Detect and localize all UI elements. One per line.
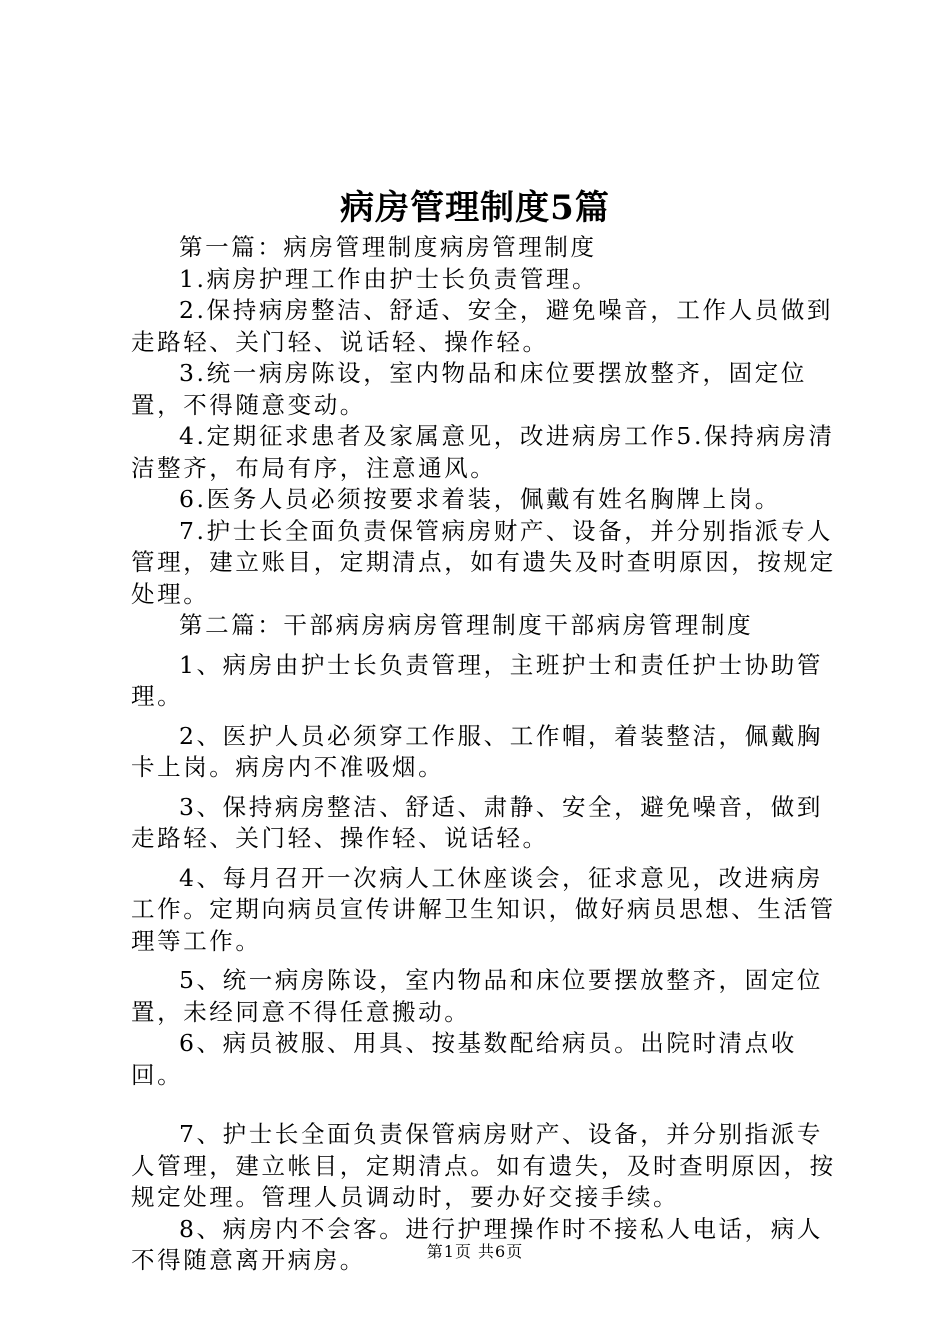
paragraph: 4、每月召开一次病人工休座谈会，征求意见，改进病房工作。定期向病员宣传讲解卫生知识，做好病员思想、生活管理等工作。 — [131, 863, 836, 955]
paragraph: 3.统一病房陈设，室内物品和床位要摆放整齐，固定位置，不得随意变动。 — [131, 359, 807, 419]
document-body — [131, 232, 846, 1277]
paragraph: 3、保持病房整洁、舒适、肃静、安全，避免噪音，做到走路轻、关门轻、操作轻、说话轻。 — [131, 792, 823, 852]
paragraph: 5、统一病房陈设，室内物品和床位要摆放整齐，固定位置，未经同意不得任意搬动。 — [131, 966, 823, 1026]
paragraph: 6.医务人员必须按要求着装，佩戴有姓名胸牌上岗。 — [179, 485, 781, 513]
paragraph: 6、病员被服、用具、按基数配给病员。出院时清点收回。 — [131, 1029, 797, 1089]
paragraph: 4.定期征求患者及家属意见，改进病房工作5.保持病房清洁整齐，布局有序，注意通风。 — [131, 422, 835, 482]
paragraph: 7.护士长全面负责保管病房财产、设备，并分别指派专人管理，建立账目，定期清点，如有遗失及时查明原因，按规定处理。 — [131, 516, 836, 608]
page-number-footer: 第1页 共6页 — [426, 1242, 524, 1261]
paragraph: 7、护士长全面负责保管病房财产、设备，并分别指派专人管理，建立帐目，定期清点。如有遗失，及时查明原因，按规定处理。管理人员调动时，要办好交接手续。 — [131, 1120, 836, 1211]
section-heading-1: 第一篇：病房管理制度病房管理制度 — [179, 233, 597, 261]
paragraph: 2、医护人员必须穿工作服、工作帽，着装整洁，佩戴胸卡上岗。病房内不准吸烟。 — [131, 721, 823, 781]
paragraph: 1.病房护理工作由护士长负责管理。 — [179, 264, 599, 293]
paragraph: 2.保持病房整洁、舒适、安全，避免噪音，工作人员做到走路轻、关门轻、说话轻、操作轻。 — [131, 296, 834, 356]
paragraph: 1、病房由护士长负责管理，主班护士和责任护士协助管理。 — [131, 650, 823, 710]
document-title: 病房管理制度5篇 — [340, 188, 610, 228]
section-heading-2: 第二篇：干部病房病房管理制度干部病房管理制度 — [179, 611, 754, 639]
paragraph: 8、病房内不会客。进行护理操作时不接私人电话，病人不得随意离开病房。 — [131, 1214, 823, 1274]
